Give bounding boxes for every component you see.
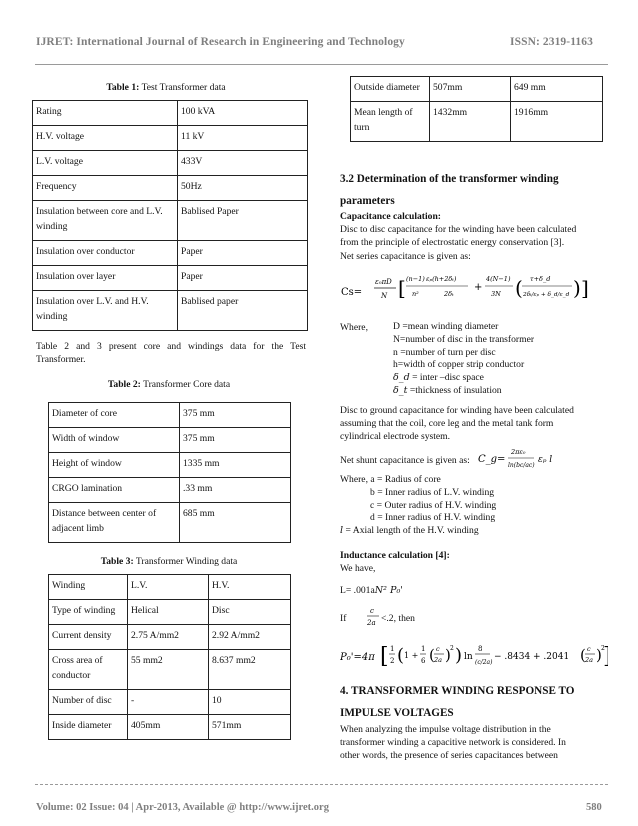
table-cell: Disc xyxy=(209,600,291,625)
cg-lhs: C_g= xyxy=(478,454,506,465)
table-cell: Insulation over conductor xyxy=(33,241,178,266)
ground-line2: assuming that the coil, core leg and the metal tank form xyxy=(340,418,554,430)
footer-rule xyxy=(35,784,608,785)
table-cell: 50Hz xyxy=(178,176,308,201)
table-cell: 507mm xyxy=(430,77,511,102)
table-cell: Bablised paper xyxy=(178,291,308,331)
p0-sixth-den: 6 xyxy=(421,657,426,665)
table-cell: Cross area of conductor xyxy=(49,650,128,690)
cs-frac1-den: N xyxy=(381,292,388,300)
p0-one: 1 + xyxy=(404,651,419,660)
p0-half-den: 2 xyxy=(390,657,395,665)
para-table23: Table 2 and 3 present core and windings data for the Test Transformer. xyxy=(36,341,306,366)
where-label: Where, xyxy=(340,322,368,333)
table-cell: 433V xyxy=(178,151,308,176)
section-3-2-title xyxy=(340,168,602,212)
table2-caption xyxy=(34,379,304,390)
table3-label: Table 3: xyxy=(100,556,134,567)
table3-row xyxy=(49,575,291,600)
cs-inner5: 4(N−1) xyxy=(486,275,511,283)
table-cell: 405mm xyxy=(128,715,209,740)
impulse-line1: When analyzing the impulse voltage distribution in the xyxy=(340,724,551,735)
if-label: If xyxy=(340,613,347,624)
cs-lhs: Cs= xyxy=(341,287,363,298)
table3-row xyxy=(49,650,291,690)
p0-eight: 8 xyxy=(478,645,483,653)
footer-info: Volume: 02 Issue: 04 | Apr-2013, Available @ http://www.ijret.org xyxy=(36,802,329,813)
table1-caption xyxy=(34,82,298,93)
table-cell: Paper xyxy=(178,266,308,291)
cs-paren-right: ) xyxy=(573,276,581,300)
cs-inner1: (n−1) xyxy=(406,275,425,283)
section-3-2-title-line2: parameters xyxy=(340,195,395,207)
cg-formula-svg xyxy=(478,444,578,472)
table-cell: Current density xyxy=(49,625,128,650)
p0-half-num: 1 xyxy=(390,645,395,653)
table2-row xyxy=(49,428,291,453)
where-item-delta-t xyxy=(393,385,608,398)
table-cell: Type of winding xyxy=(49,600,128,625)
table3-caption xyxy=(34,556,304,567)
series-capacitance-formula xyxy=(340,270,605,310)
table-cell: L.V. xyxy=(128,575,209,600)
p0-rest: − .8434 + .2041 xyxy=(494,652,570,662)
header-rule xyxy=(35,64,608,65)
table3-continued-row xyxy=(351,77,603,102)
table-cell: 1335 mm xyxy=(180,453,291,478)
table3-row xyxy=(49,690,291,715)
table-cell: 571mm xyxy=(209,715,291,740)
p0-bracket-left: [ xyxy=(380,644,389,669)
l-formula-symbols: N² P₀' xyxy=(374,585,403,596)
cs-inner8: 2δₜ/εₚ + δ_d/ε_d xyxy=(523,292,570,298)
table1 xyxy=(32,100,308,331)
if-frac-num: c xyxy=(370,607,374,615)
table1-row xyxy=(33,126,308,151)
impulse-line3: other words, the presence of series capacitances between xyxy=(340,750,558,761)
delta-d-symbol: δ_d xyxy=(393,372,410,384)
ground-line3: cylindrical electrode system. xyxy=(340,431,451,443)
if-fraction-svg xyxy=(366,604,380,628)
p0-paren2r: ) xyxy=(445,646,451,664)
table-cell: Helical xyxy=(128,600,209,625)
table3-row xyxy=(49,715,291,740)
table1-row xyxy=(33,151,308,176)
table1-label: Table 1: xyxy=(106,82,140,93)
capacitance-line3: Net series capacitance is given as: xyxy=(340,250,471,262)
table1-title: Test Transformer data xyxy=(141,82,226,93)
table-cell: Rating xyxy=(33,101,178,126)
table2-row xyxy=(49,403,291,428)
table3-row xyxy=(49,625,291,650)
cs-bracket-left: [ xyxy=(398,276,406,300)
table-cell: Insulation over layer xyxy=(33,266,178,291)
table3-continued xyxy=(350,76,603,142)
table3-continued-row xyxy=(351,102,603,142)
table-cell: 1432mm xyxy=(430,102,511,142)
p0-c2a: (c/2a) xyxy=(475,659,493,666)
table-cell: Number of disc xyxy=(49,690,128,715)
table1-row xyxy=(33,101,308,126)
capacitance-block xyxy=(340,210,605,263)
table-cell: 2.75 A/mm2 xyxy=(128,625,209,650)
p0-c3: c xyxy=(587,645,591,653)
impulse-line2: transformer winding a capacitive network is considered. In xyxy=(340,737,566,748)
table-cell: L.V. voltage xyxy=(33,151,178,176)
table1-row xyxy=(33,241,308,266)
table-cell: .33 mm xyxy=(180,478,291,503)
if-fraction xyxy=(366,604,380,628)
table-cell: 2.92 A/mm2 xyxy=(209,625,291,650)
section-3-2-title-line1: 3.2 Determination of the transformer winding xyxy=(340,173,559,185)
page-number: 580 xyxy=(586,802,602,813)
p0-2a3: 2a xyxy=(585,656,594,664)
cs-bracket-right: ] xyxy=(581,276,589,300)
cs-plus: + xyxy=(474,282,483,293)
table-cell: Mean length of turn xyxy=(351,102,430,142)
table1-row xyxy=(33,176,308,201)
where-list xyxy=(393,321,608,398)
section-4-title xyxy=(340,680,602,724)
p0-paren1: ( xyxy=(397,645,405,666)
table2 xyxy=(48,402,291,543)
where-item-n: n =number of turn per disc xyxy=(393,346,496,358)
capacitance-heading: Capacitance calculation: xyxy=(340,211,441,222)
p0-sixth-num: 1 xyxy=(421,645,426,653)
inductance-formula xyxy=(340,584,500,597)
p0-sq2: 2 xyxy=(601,645,605,652)
inductance-block xyxy=(340,549,606,575)
p0-paren3: ( xyxy=(580,646,586,664)
where2-d: d = Inner radius of H.V. winding xyxy=(370,512,496,524)
table-cell: 649 mm xyxy=(511,77,603,102)
table-cell: Winding xyxy=(49,575,128,600)
table-cell: 55 mm2 xyxy=(128,650,209,690)
ground-capacitance-para xyxy=(340,404,606,444)
where2-block xyxy=(340,474,606,538)
shunt-formula xyxy=(478,444,578,472)
journal-title: IJRET: International Journal of Research in Engineering and Technology xyxy=(36,36,405,48)
capacitance-line1: Disc to disc capacitance for the winding have been calculated xyxy=(340,224,577,236)
table-cell: 685 mm xyxy=(180,503,291,543)
table-cell: Paper xyxy=(178,241,308,266)
p0-2a1: 2a xyxy=(434,656,443,664)
issn: ISSN: 2319-1163 xyxy=(510,36,593,48)
table3-title: Transformer Winding data xyxy=(135,556,238,567)
delta-t-symbol: δ_t xyxy=(393,384,408,396)
cs-inner3: n² xyxy=(412,290,419,298)
section-4-title-line1: 4. TRANSFORMER WINDING RESPONSE TO xyxy=(340,685,575,697)
table-cell: 375 mm xyxy=(180,403,291,428)
where2-l xyxy=(340,525,606,538)
table1-row xyxy=(33,291,308,331)
table1-row xyxy=(33,201,308,241)
where-item-d: D =mean winding diameter xyxy=(393,321,499,332)
where-item-delta-t-text: =thickness of insulation xyxy=(409,384,502,396)
where-item-N: N=number of disc in the transformer xyxy=(393,333,535,345)
table-cell: 8.637 mm2 xyxy=(209,650,291,690)
where2-c: c = Outer radius of H.V. winding xyxy=(370,499,497,511)
table-cell: 100 kVA xyxy=(178,101,308,126)
table1-row xyxy=(33,266,308,291)
table-cell: 375 mm xyxy=(180,428,291,453)
where-item-delta-d-text: = inter –disc space xyxy=(412,372,484,384)
table-cell: CRGO lamination xyxy=(49,478,180,503)
table2-row xyxy=(49,478,291,503)
table2-title: Transformer Core data xyxy=(143,379,231,390)
where-item-delta-d xyxy=(393,372,608,385)
table-cell: 1916mm xyxy=(511,102,603,142)
where2-l-text: = Axial length of the H.V. winding xyxy=(345,525,479,537)
table-cell: Height of window xyxy=(49,453,180,478)
table2-row xyxy=(49,453,291,478)
table3 xyxy=(48,574,291,740)
p0-sq1: 2 xyxy=(450,645,454,652)
table-cell: H.V. xyxy=(209,575,291,600)
table2-row xyxy=(49,503,291,543)
impulse-para xyxy=(340,723,604,762)
if-condition: <.2, then xyxy=(381,613,415,624)
cs-inner6: 3N xyxy=(491,290,501,298)
table-cell: Bablised Paper xyxy=(178,201,308,241)
where-item-h: h=width of copper strip conductor xyxy=(393,359,525,371)
shunt-label: Net shunt capacitance is given as: xyxy=(340,455,470,466)
p0-formula-svg xyxy=(340,638,608,676)
table-cell: 11 kV xyxy=(178,126,308,151)
cs-inner2: εₚ(h+2δₜ) xyxy=(426,275,457,283)
table-cell: Outside diameter xyxy=(351,77,430,102)
table-cell: 10 xyxy=(209,690,291,715)
table-cell: Insulation over L.V. and H.V. winding xyxy=(33,291,178,331)
cg-den: ln(bc/ac) xyxy=(508,462,535,469)
p0-paren1r: ) xyxy=(455,645,463,666)
capacitance-line2: from the principle of electrostatic energy conservation [3]. xyxy=(340,237,565,249)
p0-c1: c xyxy=(436,645,440,653)
ground-line1: Disc to ground capacitance for winding have been calculated xyxy=(340,405,574,416)
cs-formula-svg xyxy=(340,270,605,310)
inductance-heading: Inductance calculation [4]: xyxy=(340,550,450,561)
p0-paren3r: ) xyxy=(596,646,602,664)
table3-row xyxy=(49,600,291,625)
p0-paren2: ( xyxy=(429,646,435,664)
table-cell: H.V. voltage xyxy=(33,126,178,151)
p0-formula xyxy=(340,638,608,676)
table-cell: Distance between center of adjacent limb xyxy=(49,503,180,543)
where2-b: b = Inner radius of L.V. winding xyxy=(370,486,495,498)
table-cell: - xyxy=(128,690,209,715)
table-cell: Diameter of core xyxy=(49,403,180,428)
section-4-title-line2: IMPULSE VOLTAGES xyxy=(340,707,454,719)
inductance-we-have: We have, xyxy=(340,563,376,575)
table-cell: Frequency xyxy=(33,176,178,201)
p0-bracket-right xyxy=(603,644,608,669)
axial-length-symbol: l xyxy=(340,525,344,537)
table-cell: Inside diameter xyxy=(49,715,128,740)
where2-a: Where, a = Radius of core xyxy=(340,474,441,485)
cs-inner4: 2δₜ xyxy=(444,290,454,298)
p0-lhs: P₀'=4π xyxy=(340,652,375,663)
table-cell: Width of window xyxy=(49,428,180,453)
p0-ln: ln xyxy=(464,652,473,662)
l-formula-text: L= .001a xyxy=(340,585,375,596)
cg-num: 2πε₀ xyxy=(511,448,526,456)
cs-inner7: τ+δ_d xyxy=(530,275,551,283)
table-cell: Insulation between core and L.V. winding xyxy=(33,201,178,241)
cg-rest: εₚ l xyxy=(538,455,553,465)
if-frac-den: 2a xyxy=(367,619,376,627)
table2-label: Table 2: xyxy=(107,379,141,390)
cs-frac1-num: ε₀πD xyxy=(375,278,392,286)
cs-paren-left: ( xyxy=(515,276,523,300)
